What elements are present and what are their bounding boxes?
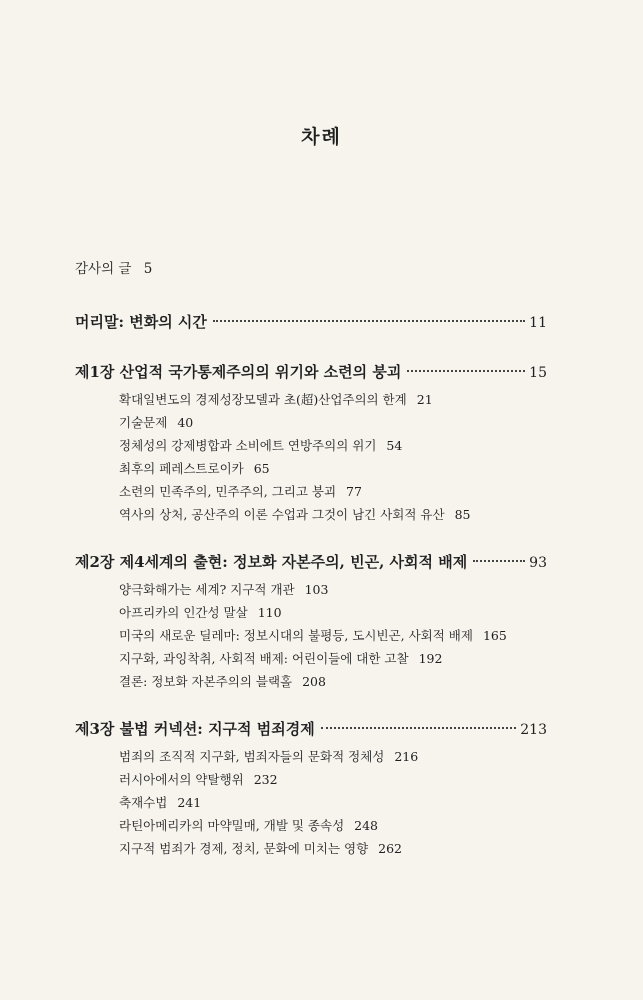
toc-chapter-2 — [75, 550, 547, 693]
section-entry — [119, 578, 547, 601]
section-entry — [119, 670, 547, 693]
toc-entry-acknowledgments — [75, 258, 547, 280]
section-page: 241 — [177, 795, 202, 810]
chapter-label: 제2장 제4세계의 출현: 정보화 자본주의, 빈곤, 사회적 배제 — [75, 553, 468, 571]
section-label: 지구적 범죄가 경제, 정치, 문화에 미치는 영향 — [119, 841, 369, 856]
section-page: 65 — [253, 461, 270, 476]
section-label: 정체성의 강제병합과 소비에트 연방주의의 위기 — [119, 438, 377, 453]
chapter-label: 제1장 산업적 국가통제주의의 위기와 소련의 붕괴 — [75, 363, 402, 381]
section-page: 110 — [257, 605, 282, 620]
chapter-heading — [75, 717, 547, 741]
section-label: 축재수법 — [119, 795, 168, 810]
section-list — [119, 388, 547, 526]
section-entry — [119, 647, 547, 670]
section-label: 아프리카의 인간성 말살 — [119, 605, 248, 620]
toc-chapter-1 — [75, 360, 547, 526]
entry-page: 5 — [143, 261, 153, 277]
section-page: 216 — [394, 749, 419, 764]
section-page: 232 — [253, 772, 278, 787]
section-list — [119, 578, 547, 693]
entry-page: 11 — [529, 315, 547, 331]
chapter-page: 93 — [529, 555, 547, 571]
section-label: 역사의 상처, 공산주의 이론 수업과 그것이 남긴 사회적 유산 — [119, 507, 445, 522]
section-entry — [119, 837, 547, 860]
entry-label: 머리말: 변화의 시간 — [75, 313, 207, 331]
chapter-heading — [75, 360, 547, 384]
section-page: 103 — [304, 582, 329, 597]
section-page: 248 — [354, 818, 379, 833]
section-label: 지구화, 과잉착취, 사회적 배제: 어린이들에 대한 고찰 — [119, 651, 409, 666]
chapter-page: 15 — [529, 365, 547, 381]
section-label: 러시아에서의 약탈행위 — [119, 772, 244, 787]
section-label: 확대일변도의 경제성장모델과 초(超)산업주의의 한계 — [119, 392, 407, 407]
section-label: 최후의 페레스트로이카 — [119, 461, 244, 476]
section-entry — [119, 411, 547, 434]
chapter-page: 213 — [520, 722, 547, 738]
section-entry — [119, 768, 547, 791]
section-label: 기술문제 — [119, 415, 168, 430]
dot-leader — [321, 727, 517, 729]
section-label: 소련의 민족주의, 민주주의, 그리고 붕괴 — [119, 484, 337, 499]
section-entry — [119, 601, 547, 624]
section-list — [119, 745, 547, 860]
chapter-label: 제3장 불법 커넥션: 지구적 범죄경제 — [75, 720, 315, 738]
section-page: 208 — [302, 674, 326, 689]
section-entry — [119, 814, 547, 837]
section-page: 40 — [177, 415, 194, 430]
section-page: 21 — [416, 392, 433, 407]
section-entry — [119, 480, 547, 503]
dot-leader — [407, 370, 525, 372]
section-entry — [119, 457, 547, 480]
section-entry — [119, 434, 547, 457]
section-page: 262 — [378, 841, 402, 856]
section-page: 192 — [418, 651, 443, 666]
section-entry — [119, 791, 547, 814]
toc-chapter-3 — [75, 717, 547, 860]
chapter-heading — [75, 550, 547, 574]
section-page: 165 — [482, 628, 507, 643]
section-label: 결론: 정보화 자본주의의 블랙홀 — [119, 674, 293, 689]
section-entry — [119, 745, 547, 768]
entry-label: 감사의 글 — [75, 261, 132, 277]
section-label: 미국의 새로운 딜레마: 정보시대의 불평등, 도시빈곤, 사회적 배제 — [119, 628, 473, 643]
section-entry — [119, 503, 547, 526]
page-title: 차례 — [301, 126, 342, 148]
table-of-contents — [75, 258, 547, 884]
toc-entry-preface — [75, 310, 547, 334]
section-entry — [119, 624, 547, 647]
section-page: 85 — [454, 507, 471, 522]
section-label: 범죄의 조직적 지구화, 범죄자들의 문화적 정체성 — [119, 749, 385, 764]
section-page: 54 — [386, 438, 403, 453]
section-label: 라틴아메리카의 마약밀매, 개발 및 종속성 — [119, 818, 345, 833]
section-label: 양극화해가는 세계? 지구적 개관 — [119, 582, 295, 597]
section-entry — [119, 388, 547, 411]
dot-leader — [473, 560, 525, 562]
section-page: 77 — [346, 484, 362, 499]
dot-leader — [213, 320, 525, 322]
